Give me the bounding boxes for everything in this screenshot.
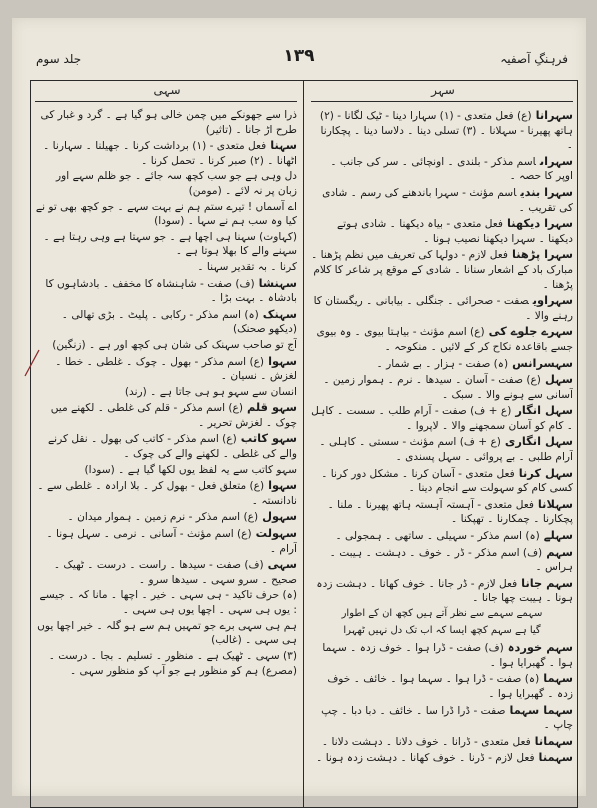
dictionary-entry xyxy=(311,466,573,496)
definition-text: (ع) متعلق فعل - بھول کر ۔ بلا ارادہ ۔ غلطی سے ۔ نادانستہ ۔ xyxy=(37,480,297,507)
dictionary-entry xyxy=(311,247,573,292)
headword: سہم جانا xyxy=(521,575,573,590)
headword: سہم xyxy=(546,544,573,559)
headword: سہل انگاری xyxy=(504,434,573,449)
volume-label: جلد سوم xyxy=(36,52,82,66)
definition-text: (ف) صفت - ڈرا ہوا ۔ خوف زدہ ۔ سہما ہوا ۔ گھبرایا ہوا ۔ xyxy=(322,642,573,669)
dictionary-entry xyxy=(35,664,297,679)
definition-text: (ع) اسم مؤنث - آسانی ۔ نرمی ۔ سہل ہونا ۔ آرام ۔ xyxy=(46,528,297,555)
definition-text: فعل متعدی - ڈرانا ۔ خوف دلانا ۔ دہشت دلانا ۔ xyxy=(321,735,531,748)
dictionary-entry xyxy=(311,545,573,575)
dictionary-entry xyxy=(35,230,297,259)
dictionary-entry xyxy=(311,185,573,215)
definition-text: (ع) اسم مذکر - بھول ۔ چوک ۔ غلطی ۔ خطا ۔ لغزش ۔ نسیان ۔ xyxy=(55,355,297,383)
definition-text: (کہاوت) سہنا ہی اچھا ہے ۔ جو سہتا ہے وہی رہتا ہے ۔ سہنے والے کا بھلا ہوتا ہے ۔ xyxy=(43,230,297,258)
left-column xyxy=(35,101,297,799)
dictionary-entry xyxy=(311,528,573,544)
right-column xyxy=(311,101,573,799)
dictionary-entry xyxy=(311,734,573,750)
verse-quote: گیا ہے سہم کچھ ایسا کہ اب تک دل نہیں ٹھہرا xyxy=(343,624,541,636)
definition-text: (ع) اسم مذکر - قلم کی غلطی ۔ لکھنے میں چوک ۔ لغزش تحریر ۔ xyxy=(50,402,297,429)
headword: سہو قلم xyxy=(246,400,297,415)
definition-text: (ف) صفت - سیدھا ۔ راست ۔ درست ۔ ٹھیک ۔ صحیح ۔ سرو سہی ۔ سیدھا سرو ۔ xyxy=(53,559,297,586)
two-column-frame xyxy=(30,80,578,808)
definition-text: فعل لازم - ڈرنا ۔ خوف کھانا ۔ دہشت زدہ ہونا ۔ xyxy=(316,752,535,765)
headword: سہل کرنا xyxy=(518,465,573,480)
headword: سہنشا xyxy=(258,275,297,290)
dictionary-entry xyxy=(311,750,573,766)
headword: سہو کاتب xyxy=(240,431,297,446)
definition-text: اسم مؤنث - سہرا باندھنے کی رسم ۔ شادی کی تقریب ۔ xyxy=(322,186,573,214)
headword: سہسرانس xyxy=(512,355,573,370)
dictionary-entry xyxy=(311,624,573,639)
dictionary-entry xyxy=(35,431,297,461)
headword: سہول xyxy=(262,509,297,524)
dictionary-entry xyxy=(35,138,297,168)
definition-text: (ع) فعل متعدی - (۱) سہارا دینا - ٹیک لگانا - (۲) ہاتھ پھیرنا - سہلانا ۔ (۳) تسلی دینا ۔ دلاسا دینا ۔ پچکارنا ۔ xyxy=(319,110,573,152)
definition-text: سہو کاتب سے یہ لفظ یوں لکھا گیا ہے ۔ (سودا) xyxy=(84,463,297,476)
dictionary-entry xyxy=(311,576,573,606)
right-column-heading: سہر xyxy=(431,83,455,97)
dictionary-entry xyxy=(311,671,573,701)
margin-pencil-mark xyxy=(21,348,43,378)
dictionary-entry xyxy=(35,588,297,617)
definition-text: (ہ) اسم مذکر - رکابی ۔ پلیٹ ۔ بڑی تھالی ۔ (دیکھو صحنک) xyxy=(61,308,297,336)
headword: سہرا بندی xyxy=(520,184,573,199)
dictionary-entry xyxy=(311,607,573,622)
definition-text: اے آسماں ! تیرے ستم ہم نے بہت سہے ۔ جو کچھ بھی تو نے کیا وہ سب ہم نے سہا ۔ (سودا) xyxy=(35,200,297,228)
definition-text: فعل متعدی - آہستہ آہستہ ہاتھ پھیرنا ۔ ملنا ۔ پچکارنا ۔ چمکارنا ۔ تھپکنا ۔ xyxy=(327,498,573,526)
headword: سہرانا xyxy=(535,108,573,122)
page-header xyxy=(20,48,578,82)
definition-text: اسم مذکر - بلندی ۔ اونچائی ۔ سر کی جانب ۔ اوپر کا حصہ ۔ xyxy=(330,155,573,183)
dictionary-entry xyxy=(311,293,573,323)
headword: سہما سہما xyxy=(509,702,573,717)
definition-text: (ف) صفت - شاہنشاہ کا مخفف ۔ بادشاہوں کا بادشاہ ۔ بہت بڑا ۔ xyxy=(45,277,297,305)
dictionary-entry xyxy=(35,260,297,275)
definition-text: صفت - ڈرا ڈرا سا ۔ خائف ۔ دبا دبا ۔ چپ چاپ ۔ xyxy=(321,704,573,732)
definition-text: (۳) سہی ۔ ٹھیک ہے ۔ منظور ۔ تسلیم ۔ بجا ۔ درست ۔ xyxy=(48,649,297,662)
headword: سہرا پڑھنا xyxy=(511,247,573,262)
dictionary-entry xyxy=(35,200,297,229)
definition-text: آج تو صاحب سہنک کی شان ہی کچھ اور ہے ۔ (زنگین) xyxy=(52,338,297,351)
dictionary-entry xyxy=(311,703,573,733)
dictionary-entry xyxy=(311,154,573,184)
definition-text: (ع) اسم مذکر - نرم زمین ۔ ہموار میدان ۔ xyxy=(67,511,259,524)
headword: سہراوی xyxy=(532,293,573,308)
definition-text: کرنا ۔ بہ تقدیر سہنا ۔ xyxy=(197,260,297,273)
definition-text: (ف) اسم مذکر - ڈر ۔ خوف ۔ دہشت ۔ ہیبت ۔ ہراس ۔ xyxy=(329,546,573,574)
dictionary-title: فرہنگِ آصفیہ xyxy=(500,52,568,66)
definition-text: ذرا سے جھونکے میں چمن خالی ہو گیا ہے ۔ گرد و غبار کی طرح اڑ جانا ۔ (تاثیر) xyxy=(40,109,297,136)
dictionary-entry xyxy=(311,434,573,464)
headword: سہرے جلوے کی xyxy=(488,324,573,339)
headword: سہراں xyxy=(539,153,573,168)
definition-text: (ہ) اسم مذکر - سہیلی ۔ ساتھی ۔ ہمجولی ۔ xyxy=(335,530,540,543)
dictionary-entry xyxy=(311,372,573,402)
definition-text: فعل لازم - دولہا کی تعریف میں نظم پڑھنا ۔ مبارک باد کے اشعار سنانا ۔ شادی کے موقع پر شاعر کا کلام پڑھنا ۔ xyxy=(311,249,573,291)
headword: سہنا xyxy=(270,138,297,153)
dictionary-entry xyxy=(35,649,297,664)
headword: سہوا xyxy=(268,353,297,368)
dictionary-entry xyxy=(35,619,297,648)
dictionary-entry xyxy=(35,354,297,384)
dictionary-entry xyxy=(35,400,297,430)
headword: سہلانا xyxy=(537,496,573,511)
dictionary-page xyxy=(12,18,586,796)
headword: سہمنا xyxy=(538,750,573,765)
definition-text: صفت - صحرائی ۔ جنگلی ۔ بیابانی ۔ ریگستان کا رہنے والا ۔ xyxy=(313,295,573,322)
column-divider xyxy=(303,81,304,807)
headword: سہم خوردہ xyxy=(507,640,573,655)
headword: سہل انگار xyxy=(515,403,573,418)
definition-text: (ع) اسم مذکر - کاتب کی بھول ۔ نقل کرنے والے کی غلطی ۔ لکھنے والے کی چوک ۔ xyxy=(47,433,297,461)
dictionary-entry xyxy=(35,478,297,508)
headword: سہما xyxy=(543,671,573,686)
definition-text: (ہ) صفت - ڈرا ہوا ۔ سہما ہوا ۔ خائف ۔ خوف زدہ ۔ گھبرایا ہوا ۔ xyxy=(327,673,573,700)
definition-text: (ہ) حرف تاکید - ہی سہی ۔ خیر ۔ اچھا ۔ مانا کہ ۔ جیسے : یوں ہی سہی ۔ اچھا یوں ہی سہی ۔ xyxy=(39,589,297,616)
dictionary-entry xyxy=(311,497,573,527)
headword: سہولت xyxy=(255,526,297,541)
definition-text: (ع) صفت - آسان ۔ سیدھا ۔ نرم ۔ ہموار زمین ۔ آسانی سے ہونے والا ۔ سبک ۔ xyxy=(323,374,573,401)
definition-text: ہم ہی سہی برے جو تمہیں ہم سے ہو گلہ ۔ خیر اچھا یوں ہی سہی ۔ (غالب) xyxy=(37,619,297,647)
definition-text: فعل لازم - ڈر جانا ۔ خوف کھانا ۔ دہشت زدہ ہونا ۔ ہیبت چھا جانا ۔ xyxy=(316,577,573,605)
headword: سہوا xyxy=(268,478,297,493)
definition-text: (ع + ف) اسم مؤنث - سستی ۔ کاہلی ۔ آرام طلبی ۔ بے پروائی ۔ سہل پسندی ۔ xyxy=(319,436,573,464)
dictionary-entry xyxy=(311,403,573,433)
dictionary-entry xyxy=(35,385,297,400)
definition-text: (مصرع) ہم کو منظور ہے جو آپ کو منظور سہی ۔ xyxy=(69,665,297,678)
dictionary-entry xyxy=(35,108,297,137)
dictionary-entry xyxy=(35,338,297,353)
headword: سہلے xyxy=(543,528,573,543)
left-column-heading: سہی xyxy=(153,83,181,97)
definition-text: (ع) اسم مؤنث - بیاہتا بیوی ۔ وہ بیوی جسے باقاعدہ نکاح کر کے لائیں ۔ منکوحہ ۔ xyxy=(316,326,573,353)
dictionary-entry xyxy=(35,557,297,587)
dictionary-entry xyxy=(35,463,297,478)
dictionary-entry xyxy=(35,526,297,556)
dictionary-entry xyxy=(311,640,573,670)
dictionary-entry xyxy=(35,276,297,306)
definition-text: فعل متعدی - آسان کرنا ۔ مشکل دور کرنا ۔ کسی کام کو سہولت سے انجام دینا ۔ xyxy=(321,467,573,495)
dictionary-entry xyxy=(311,356,573,372)
dictionary-entry xyxy=(35,509,297,525)
headword: سہمانا xyxy=(534,733,573,748)
headword: سہنک xyxy=(262,306,297,321)
dictionary-entry xyxy=(35,169,297,198)
dictionary-entry xyxy=(311,324,573,354)
headword: سہی xyxy=(267,557,297,572)
definition-text: دل وہی ہے جو سب کچھ سہ جائے ۔ جو ظلم سہے اور زبان پر نہ لائے ۔ (مومن) xyxy=(56,170,297,197)
definition-text: فعل متعدی - (۱) برداشت کرنا ۔ جھیلنا ۔ سہارنا ۔ اٹھانا ۔ (۲) صبر کرنا ۔ تحمل کرنا ۔ xyxy=(43,140,297,167)
definition-text: (ہ) صفت - ہزار ۔ بے شمار ۔ xyxy=(376,357,509,370)
dictionary-entry xyxy=(35,307,297,337)
definition-text: فعل متعدی - بیاہ دیکھنا ۔ شادی ہوتے دیکھنا ۔ سہرا دیکھنا نصیب ہونا ۔ xyxy=(336,218,573,245)
page-number: ۱۳۹ xyxy=(283,46,315,66)
dictionary-entry xyxy=(311,216,573,246)
definition-text: (ع + ف) صفت - آرام طلب ۔ سست ۔ کاہل ۔ کام کو آسان سمجھنے والا ۔ لاپروا ۔ xyxy=(311,405,573,432)
dictionary-entry xyxy=(311,108,573,153)
verse-quote: سہمے سہمے سے نظر آتے ہیں کچھ ان کے اطوار xyxy=(341,608,543,619)
definition-text: انسان سے سہو ہو ہی جاتا ہے ۔ (رند) xyxy=(124,385,297,398)
headword: سہل xyxy=(544,372,573,387)
headword: سہرا دیکھنا xyxy=(506,216,573,231)
